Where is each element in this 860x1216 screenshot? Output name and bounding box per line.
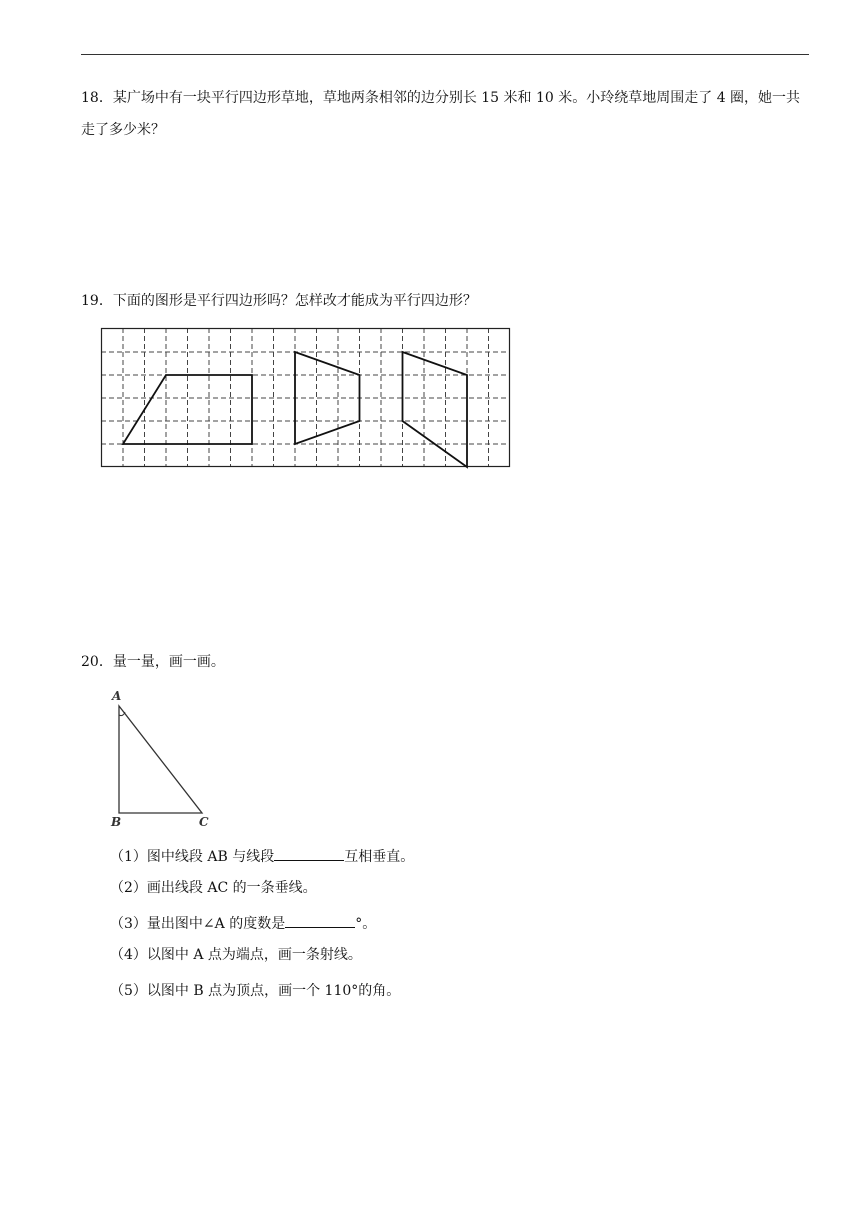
shape-quadrilateral-3 xyxy=(403,352,468,467)
answer-blank-3 xyxy=(285,912,355,928)
question-20: 20．量一量，画一画。 xyxy=(81,654,225,670)
q20-item-3 xyxy=(110,912,376,934)
header-rule xyxy=(81,54,809,55)
question-18: 18．某广场中有一块平行四边形草地，草地两条相邻的边分别长 15 米和 10 米。小玲绕草地周围走了 4 圈，她一共走了多少米？ xyxy=(81,90,801,138)
answer-blank-1 xyxy=(274,845,344,861)
q20-item-2: （2）画出线段 AC 的一条垂线。 xyxy=(110,880,317,896)
grid-lines xyxy=(101,328,510,467)
triangle-abc xyxy=(119,706,202,813)
vertex-label-a: A xyxy=(112,689,122,703)
question-19: 19．下面的图形是平行四边形吗？怎样改才能成为平行四边形？ xyxy=(81,293,477,309)
q20-item-1-after: 互相垂直。 xyxy=(344,849,415,865)
q20-item-4: （4）以图中 A 点为端点，画一条射线。 xyxy=(110,947,362,963)
vertex-label-c: C xyxy=(199,815,209,829)
q20-item-1 xyxy=(110,845,414,867)
vertex-label-b: B xyxy=(111,815,122,829)
q20-item-3-before: （3）量出图中∠A 的度数是 xyxy=(110,916,286,932)
triangle-abc-figure xyxy=(105,686,220,831)
q20-item-3-after: °。 xyxy=(355,916,377,932)
grid-figure xyxy=(101,328,511,468)
q20-item-1-before: （1）图中线段 AB 与线段 xyxy=(110,849,275,865)
q20-item-5: （5）以图中 B 点为顶点，画一个 110°的角。 xyxy=(110,983,401,999)
